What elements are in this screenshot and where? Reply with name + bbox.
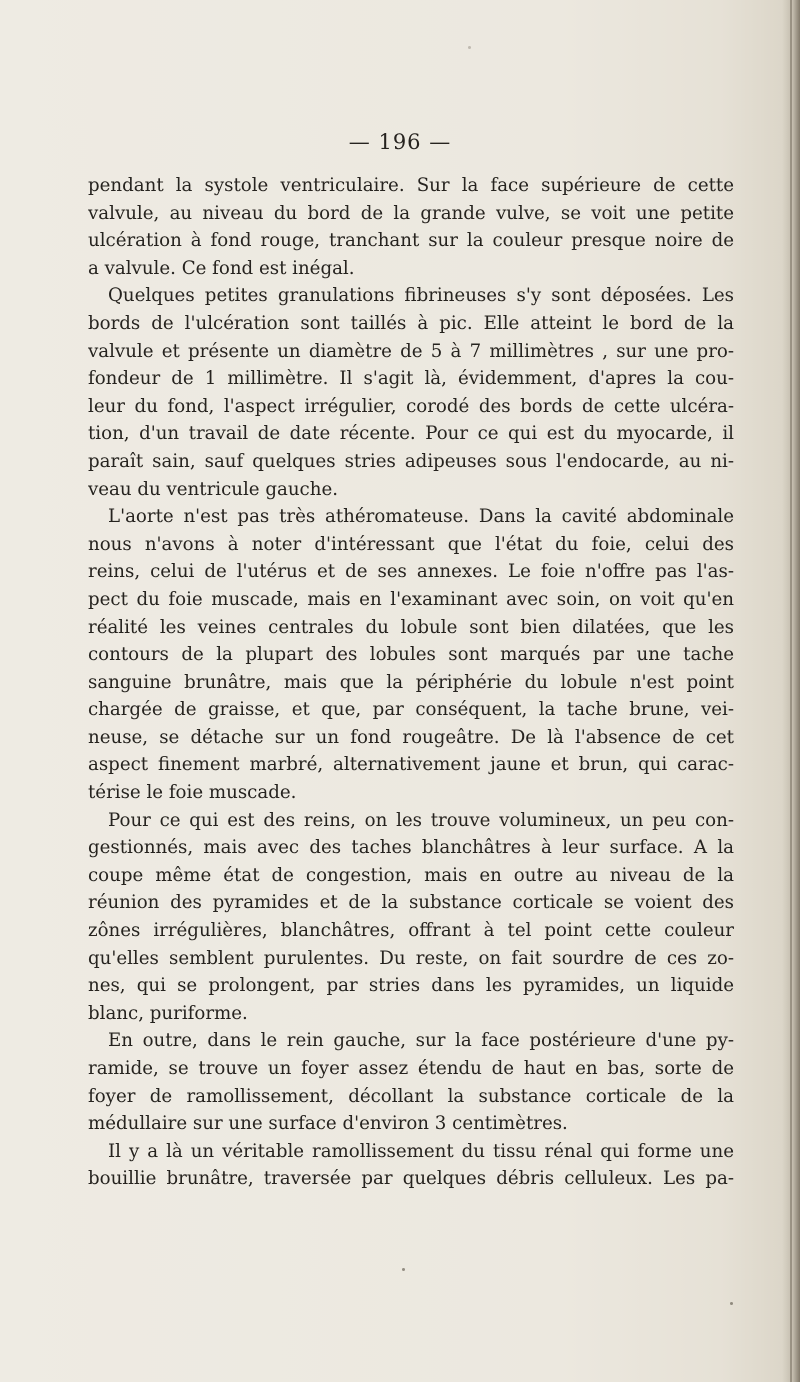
paper-speck: [730, 1302, 733, 1305]
text-line: gestionnés, mais avec des taches blanchâtres à leur surface. A la: [88, 837, 734, 859]
text-line: réalité les veines centrales du lobule sont bien dilatées, que les: [88, 616, 734, 638]
text-line: blanc, puriforme.: [88, 1002, 248, 1024]
text-line: réunion des pyramides et de la substance corticale se voient des: [88, 892, 734, 914]
page-number: — 196 —: [348, 130, 452, 154]
text-line: Il y a là un véritable ramollissement du tissu rénal qui forme une: [108, 1140, 734, 1162]
text-line: térise le foie muscade.: [88, 782, 297, 804]
page-edge-line: [790, 0, 792, 1382]
text-line: nous n'avons à noter d'intéressant que l'état du foie, celui des: [88, 533, 734, 555]
text-line: zônes irrégulières, blanchâtres, offrant à tel point cette couleur: [88, 920, 734, 942]
text-line: foyer de ramollissement, décollant la substance corticale de la: [88, 1085, 734, 1107]
text-line: paraît sain, sauf quelques stries adipeuses sous l'endocarde, au ni-: [88, 450, 734, 472]
text-line: fondeur de 1 millimètre. Il s'agit là, évidemment, d'apres la cou-: [88, 368, 734, 390]
text-line: ulcération à fond rouge, tranchant sur la couleur presque noire de: [88, 230, 734, 252]
text-line: chargée de graisse, et que, par conséquent, la tache brune, vei-: [88, 699, 734, 721]
text-line: médullaire sur une surface d'environ 3 centimètres.: [88, 1113, 568, 1135]
text-line: nes, qui se prolongent, par stries dans les pyramides, un liquide: [88, 975, 734, 997]
text-line: aspect finement marbré, alternativement jaune et brun, qui carac-: [88, 754, 734, 776]
paper-speck: [402, 1268, 405, 1271]
text-line: leur du fond, l'aspect irrégulier, corodé des bords de cette ulcéra-: [88, 395, 734, 417]
text-line: coupe même état de congestion, mais en outre au niveau de la: [88, 864, 734, 886]
text-line: valvule et présente un diamètre de 5 à 7 millimètres , sur une pro-: [88, 340, 734, 362]
text-line: sanguine brunâtre, mais que la périphérie du lobule n'est point: [88, 671, 734, 693]
text-line: contours de la plupart des lobules sont marqués par une tache: [88, 644, 734, 666]
text-line: L'aorte n'est pas très athéromateuse. Dans la cavité abdominale: [108, 506, 734, 528]
text-line: bords de l'ulcération sont taillés à pic. Elle atteint le bord de la: [88, 312, 734, 334]
text-line: En outre, dans le rein gauche, sur la face postérieure d'une py-: [108, 1030, 734, 1052]
text-line: Quelques petites granulations fibrineuses s'y sont déposées. Les: [108, 285, 734, 307]
paper-speck: [468, 46, 471, 49]
text-line: tion, d'un travail de date récente. Pour ce qui est du myocarde, il: [88, 423, 734, 445]
text-line: veau du ventricule gauche.: [88, 478, 338, 500]
body-text: [88, 172, 734, 1193]
text-line: reins, celui de l'utérus et de ses annexes. Le foie n'offre pas l'as-: [88, 561, 734, 583]
text-line: a valvule. Ce fond est inégal.: [88, 257, 355, 279]
text-line: valvule, au niveau du bord de la grande vulve, se voit une petite: [88, 202, 734, 224]
text-line: Pour ce qui est des reins, on les trouve volumineux, un peu con-: [108, 809, 734, 831]
text-line: ramide, se trouve un foyer assez étendu de haut en bas, sorte de: [88, 1058, 734, 1079]
text-line: neuse, se détache sur un fond rougeâtre. De là l'absence de cet: [88, 726, 734, 748]
text-line: pendant la systole ventriculaire. Sur la face supérieure de cette: [88, 175, 734, 196]
text-line: bouillie brunâtre, traversée par quelques débris celluleux. Les pa-: [88, 1168, 734, 1190]
text-line: qu'elles semblent purulentes. Du reste, on fait sourdre de ces zo-: [88, 947, 734, 969]
text-line: pect du foie muscade, mais en l'examinant avec soin, on voit qu'en: [88, 588, 734, 610]
